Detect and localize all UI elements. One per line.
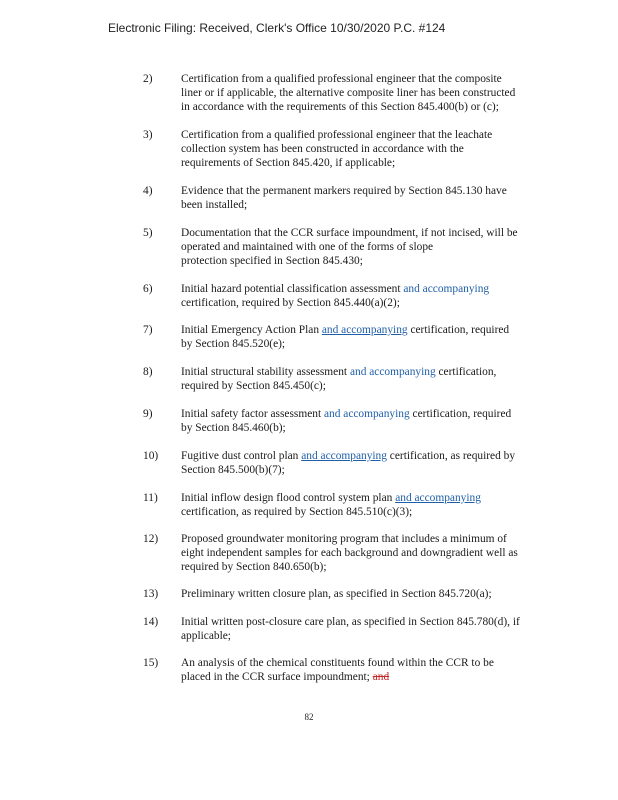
list-item-text bbox=[181, 323, 593, 351]
text-line bbox=[181, 323, 593, 337]
text-segment: certification, required bbox=[409, 408, 512, 420]
list-item-number: 13) bbox=[143, 588, 159, 600]
list-item-number: 9) bbox=[143, 408, 153, 420]
list-item-text bbox=[181, 587, 593, 601]
inserted-text: and accompanying bbox=[403, 283, 490, 295]
text-segment: eight independent samples for each background and downgradient well as bbox=[181, 547, 518, 559]
inserted-text: and accompanying bbox=[321, 324, 408, 336]
text-segment: Certification from a qualified professional engineer that the composite bbox=[181, 73, 502, 85]
text-line bbox=[181, 156, 593, 170]
list-item-number: 5) bbox=[143, 227, 153, 239]
list-item-text bbox=[181, 532, 593, 574]
text-line bbox=[181, 421, 593, 435]
text-segment: by Section 845.460(b); bbox=[181, 422, 286, 434]
text-segment: operated and maintained with one of the forms of slope bbox=[181, 241, 434, 253]
filing-header: Electronic Filing: Received, Clerk's Office 10/30/2020 P.C. #124 bbox=[108, 21, 446, 35]
text-line bbox=[181, 282, 593, 296]
text-segment: Initial safety factor assessment bbox=[181, 408, 324, 420]
text-segment: Initial Emergency Action Plan bbox=[181, 324, 322, 336]
text-segment: Initial inflow design flood control system plan bbox=[181, 492, 396, 504]
text-line bbox=[181, 379, 593, 393]
list-item-number: 3) bbox=[143, 129, 153, 141]
text-segment: Certification from a qualified professional engineer that the leachate bbox=[181, 129, 493, 141]
list-item-text bbox=[181, 184, 593, 212]
list-item-text bbox=[181, 449, 593, 477]
text-line bbox=[181, 505, 593, 519]
list-item-text bbox=[181, 365, 593, 393]
text-segment: been installed; bbox=[181, 199, 248, 211]
text-line bbox=[181, 656, 593, 670]
text-line bbox=[181, 240, 593, 254]
text-line bbox=[181, 337, 593, 351]
list-item-number: 2) bbox=[143, 73, 153, 85]
list-item-text bbox=[181, 128, 593, 170]
text-line bbox=[181, 296, 593, 310]
text-segment: certification, required bbox=[407, 324, 510, 336]
inserted-text: and accompanying bbox=[323, 408, 410, 420]
list-item-text bbox=[181, 491, 593, 519]
text-segment: Initial written post-closure care plan, as specified in Section 845.780(d), if bbox=[181, 616, 520, 628]
text-line bbox=[181, 226, 593, 240]
text-line bbox=[181, 491, 593, 505]
text-segment: required by Section 840.650(b); bbox=[181, 561, 327, 573]
list-item-text bbox=[181, 656, 593, 684]
list-item-number: 14) bbox=[143, 616, 159, 628]
text-line bbox=[181, 670, 593, 684]
list-item-number: 6) bbox=[143, 283, 153, 295]
text-line bbox=[181, 100, 593, 114]
text-line bbox=[181, 629, 593, 643]
text-line bbox=[181, 463, 593, 477]
text-line bbox=[181, 532, 593, 546]
text-line bbox=[181, 254, 593, 268]
list-item-number: 10) bbox=[143, 450, 159, 462]
text-segment: An analysis of the chemical constituents found within the CCR to be bbox=[181, 657, 494, 669]
text-line bbox=[181, 587, 593, 601]
text-segment: Initial hazard potential classification assessment bbox=[181, 283, 404, 295]
text-line bbox=[181, 184, 593, 198]
text-segment: Proposed groundwater monitoring program that includes a minimum of bbox=[181, 533, 507, 545]
text-segment: liner or if applicable, the alternative composite liner has been constructed bbox=[181, 87, 516, 99]
text-segment: certification, bbox=[435, 366, 497, 378]
text-line bbox=[181, 615, 593, 629]
list-item-number: 12) bbox=[143, 533, 159, 545]
list-item-text bbox=[181, 72, 593, 114]
text-segment: placed in the CCR surface impoundment; bbox=[181, 671, 373, 683]
text-segment: Documentation that the CCR surface impoundment, if not incised, will be bbox=[181, 227, 518, 239]
text-line bbox=[181, 72, 593, 86]
text-segment: certification, required by Section 845.440(a)(2); bbox=[181, 297, 400, 309]
list-item-number: 8) bbox=[143, 366, 153, 378]
list-item-number: 4) bbox=[143, 185, 153, 197]
text-segment: Evidence that the permanent markers required by Section 845.130 have bbox=[181, 185, 507, 197]
inserted-text: and accompanying bbox=[301, 450, 387, 462]
list-item-number: 15) bbox=[143, 657, 159, 669]
list-item-number: 11) bbox=[143, 492, 158, 504]
text-segment: Preliminary written closure plan, as specified in Section 845.720(a); bbox=[181, 588, 492, 600]
text-line bbox=[181, 449, 593, 463]
text-line bbox=[181, 128, 593, 142]
text-segment: in accordance with the requirements of this Section 845.400(b) or (c); bbox=[181, 101, 499, 113]
inserted-text: and accompanying bbox=[349, 366, 436, 378]
text-segment: collection system has been constructed in accordance with the bbox=[181, 143, 464, 155]
list-item-text bbox=[181, 226, 593, 268]
text-line bbox=[181, 365, 593, 379]
text-segment: certification, as required by bbox=[386, 450, 516, 462]
text-segment: required by Section 845.450(c); bbox=[181, 380, 326, 392]
text-segment: protection specified in Section 845.430; bbox=[181, 255, 363, 267]
text-line bbox=[181, 560, 593, 574]
text-line bbox=[181, 86, 593, 100]
inserted-text: and accompanying bbox=[395, 492, 481, 504]
deleted-text: and bbox=[372, 671, 390, 683]
list-item-text bbox=[181, 615, 593, 643]
text-line bbox=[181, 198, 593, 212]
text-segment: Section 845.500(b)(7); bbox=[181, 464, 285, 476]
text-segment: certification, as required by Section 845.510(c)(3); bbox=[181, 506, 413, 518]
list-item-text bbox=[181, 407, 593, 435]
list-item-text bbox=[181, 282, 593, 310]
text-segment: by Section 845.520(e); bbox=[181, 338, 286, 350]
list-item-number: 7) bbox=[143, 324, 153, 336]
text-segment: requirements of Section 845.420, if applicable; bbox=[181, 157, 396, 169]
text-line bbox=[181, 546, 593, 560]
text-line bbox=[181, 407, 593, 421]
text-line bbox=[181, 142, 593, 156]
text-segment: Initial structural stability assessment bbox=[181, 366, 350, 378]
text-segment: Fugitive dust control plan bbox=[181, 450, 302, 462]
text-segment: applicable; bbox=[181, 630, 231, 642]
page-number: 82 bbox=[304, 712, 314, 722]
